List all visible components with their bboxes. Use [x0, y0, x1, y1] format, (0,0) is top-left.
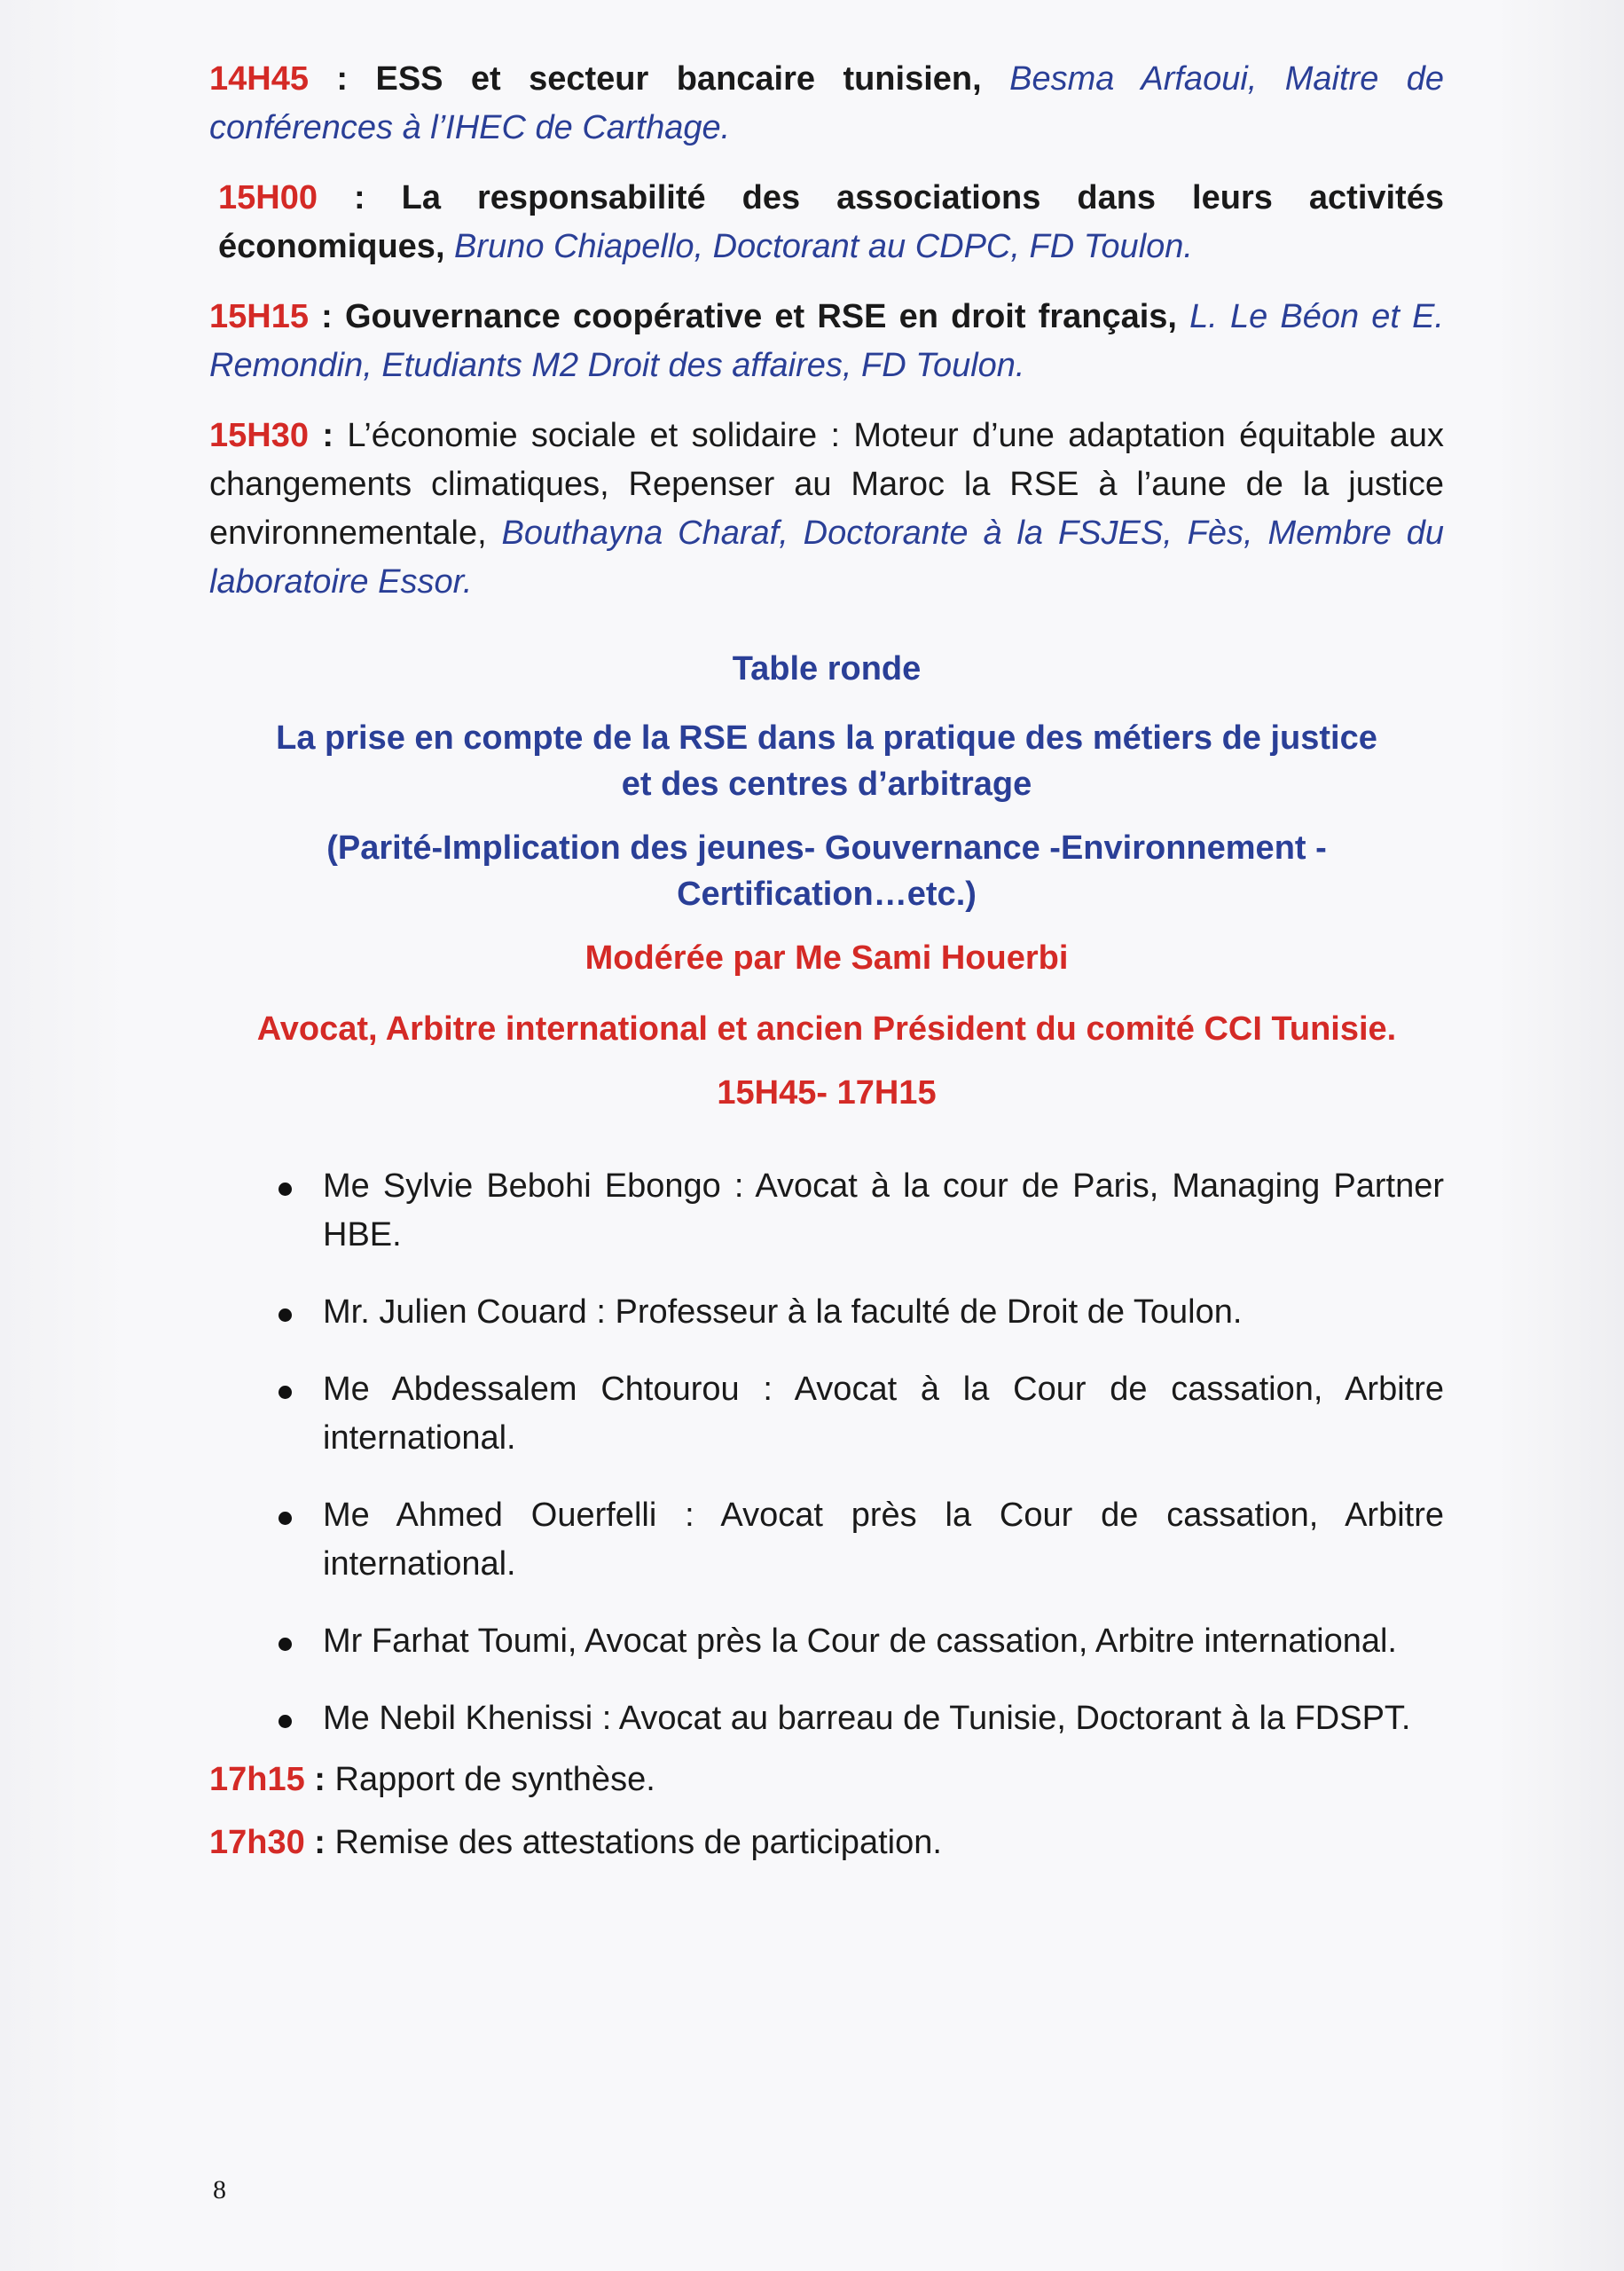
closing-item — [209, 1819, 1444, 1867]
session-time: 15H30 — [209, 417, 309, 454]
panelist-text: Mr. Julien Couard : Professeur à la faculté de Droit de Toulon. — [323, 1293, 1243, 1331]
panelist-list — [209, 1162, 1444, 1743]
separator: : — [304, 1824, 335, 1861]
session-time: 15H00 — [218, 179, 318, 216]
panelist-text: Me Abdessalem Chtourou : Avocat à la Cour de cassation, Arbitre international. — [323, 1371, 1444, 1457]
round-table-subtitle: La prise en compte de la RSE dans la pratique des métiers de justice et des centres d’arbitrage — [276, 719, 1377, 803]
bullet-icon — [279, 1512, 292, 1525]
panelist-item — [209, 1491, 1444, 1589]
page-number: 8 — [213, 2175, 226, 2204]
bullet-icon — [279, 1386, 292, 1399]
program-content — [209, 55, 1444, 1889]
panelist-text: Me Ahmed Ouerfelli : Avocat près la Cour de cassation, Arbitre international. — [323, 1497, 1444, 1583]
session-item — [209, 174, 1444, 271]
session-speaker: Bruno Chiapello, Doctorant au CDPC, FD Toulon. — [444, 228, 1193, 265]
round-table-moderator-title: Avocat, Arbitre international et ancien Président du comité CCI Tunisie. — [256, 1010, 1397, 1048]
bullet-icon — [279, 1183, 292, 1196]
session-item — [209, 412, 1444, 607]
round-table-section — [209, 646, 1444, 1743]
session-speaker: Besma Arfaoui, Maitre de conférences à l’IHEC de Carthage. — [209, 60, 1445, 146]
closing-item — [209, 1756, 1444, 1804]
bullet-icon — [279, 1308, 292, 1322]
panelist-text: Me Sylvie Bebohi Ebongo : Avocat à la cour de Paris, Managing Partner HBE. — [323, 1167, 1444, 1253]
bullet-icon — [279, 1715, 292, 1728]
separator: : — [308, 298, 345, 335]
session-speaker: Bouthayna Charaf, Doctorante à la FSJES, Fès, Membre du laboratoire Essor. — [209, 515, 1444, 601]
session-title: Gouvernance coopérative et RSE en droit français, — [344, 298, 1177, 335]
session-time: 15H15 — [209, 298, 309, 335]
panelist-item — [209, 1162, 1444, 1260]
panelist-item — [209, 1694, 1444, 1743]
closing-time: 17h30 — [209, 1824, 305, 1861]
session-time: 14H45 — [209, 60, 309, 98]
separator: : — [304, 1761, 335, 1798]
round-table-moderator: Modérée par Me Sami Houerbi — [584, 939, 1069, 977]
session-title: La responsabilité des associations dans leurs activités économiques, — [218, 179, 1444, 265]
session-item — [209, 293, 1444, 390]
separator: : — [308, 417, 348, 454]
separator: : — [317, 179, 402, 216]
panelist-text: Me Nebil Khenissi : Avocat au barreau de Tunisie, Doctorant à la FDSPT. — [323, 1700, 1411, 1737]
round-table-time: 15H45- 17H15 — [717, 1074, 937, 1112]
bullet-icon — [279, 1638, 292, 1651]
session-item — [209, 55, 1444, 153]
panelist-item — [209, 1617, 1444, 1666]
round-table-heading: Table ronde — [732, 650, 922, 688]
session-title: L’économie sociale et solidaire : Moteur d’une adaptation équitable aux changements climatiques, Repenser au Maroc la RSE à l’aune de la justice environnementale, — [209, 417, 1444, 552]
session-title: ESS et secteur bancaire tunisien, — [375, 60, 982, 98]
closing-text: Remise des attestations de participation. — [334, 1824, 942, 1861]
closing-text: Rapport de synthèse. — [334, 1761, 655, 1798]
panelist-text: Mr Farhat Toumi, Avocat près la Cour de cassation, Arbitre international. — [323, 1623, 1397, 1660]
panelist-item — [209, 1288, 1444, 1337]
separator: : — [308, 60, 376, 98]
round-table-topics: (Parité-Implication des jeunes- Gouvernance -Environnement - Certification…etc.) — [326, 829, 1327, 913]
panelist-item — [209, 1365, 1444, 1463]
closing-time: 17h15 — [209, 1761, 305, 1798]
session-speaker: L. Le Béon et E. Remondin, Etudiants M2 Droit des affaires, FD Toulon. — [209, 298, 1444, 384]
